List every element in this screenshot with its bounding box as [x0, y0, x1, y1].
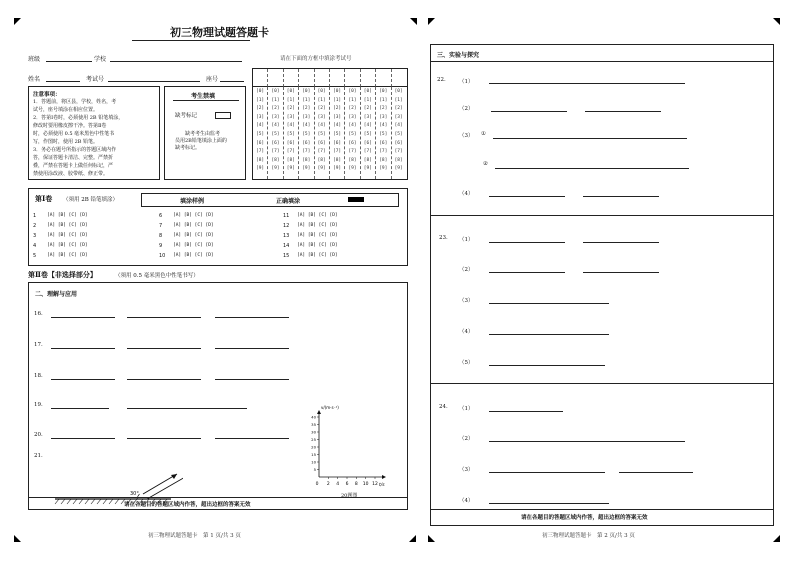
q17-blank-1[interactable]	[51, 348, 115, 349]
corner-mark-tr-right	[428, 18, 435, 25]
q16-number: 16.	[34, 311, 43, 317]
q16-blank-3[interactable]	[215, 317, 289, 318]
id-digit-bubble[interactable]: [8]	[333, 157, 342, 163]
id-digit-bubble[interactable]: [4]	[348, 123, 357, 129]
id-digit-bubble[interactable]: [6]	[317, 140, 326, 146]
forbidden-note-2: 员用2B铅笔填涂上面的	[175, 138, 227, 144]
q19-blank-2[interactable]	[127, 408, 247, 409]
id-digit-bubble[interactable]: [6]	[363, 140, 372, 146]
corner-mark-tl	[14, 18, 21, 25]
id-digit-bubble[interactable]: [1]	[379, 97, 388, 103]
id-digit-bubble[interactable]: [4]	[286, 123, 295, 129]
id-digit-bubble[interactable]: [8]	[363, 157, 372, 163]
id-digit-bubble[interactable]: [3]	[363, 114, 372, 120]
q18-number: 18.	[34, 373, 43, 379]
mcq-options[interactable]: [A] [B] [C] [D]	[47, 213, 88, 218]
q23-sub1: （1）	[459, 237, 474, 243]
x-tick-label: 10	[362, 482, 369, 487]
mcq-number: 14	[283, 243, 290, 249]
id-digit-write-cell[interactable]	[330, 69, 345, 87]
x-axis-arrow-icon	[382, 475, 386, 479]
id-digit-bubble[interactable]: [6]	[286, 140, 295, 146]
correct-label: 正确填涂	[276, 198, 301, 205]
id-digit-bubble[interactable]: [9]	[348, 166, 357, 172]
id-digit-bubble[interactable]: [9]	[286, 166, 295, 172]
id-digit-bubble[interactable]: [0]	[256, 89, 265, 94]
q19-number: 19.	[34, 402, 43, 408]
id-digit-bubble[interactable]: [8]	[271, 157, 280, 163]
mcq-number: 2	[33, 223, 37, 229]
graph-ylabel: v/(m·s⁻¹)	[321, 405, 339, 410]
q24-number: 24.	[439, 404, 448, 410]
id-digit-write-cell[interactable]	[361, 69, 376, 87]
q23-sub4: （4）	[459, 329, 474, 335]
mcq-options[interactable]: [A] [B] [C] [D]	[297, 213, 338, 218]
id-digit-bubble[interactable]: [6]	[348, 140, 357, 146]
q22-sub4-blank-2[interactable]	[583, 196, 659, 197]
id-digit-bubble[interactable]: [1]	[348, 97, 357, 103]
id-digit-bubble[interactable]: [2]	[317, 106, 326, 112]
q24-sub4: （4）	[459, 498, 474, 504]
id-digit-bubble[interactable]: [7]	[271, 149, 280, 155]
corner-mark-bm2	[428, 535, 435, 542]
right-footer-note: 请在各题目的答题区域内作答，超出边框的答案无效	[521, 515, 648, 521]
id-digit-write-cell[interactable]	[315, 69, 330, 87]
mcq-options[interactable]: [A] [B] [C] [D]	[297, 233, 338, 238]
mcq-number: 8	[159, 233, 163, 239]
y-tick-label: 25	[311, 437, 316, 442]
mcq-options[interactable]: [A] [B] [C] [D]	[297, 223, 338, 228]
mcq-options[interactable]: [A] [B] [C] [D]	[47, 223, 88, 228]
id-digit-bubble[interactable]: [4]	[394, 123, 403, 129]
mcq-options[interactable]: [A] [B] [C] [D]	[173, 243, 214, 248]
forbidden-note-3: 缺考标记。	[175, 145, 201, 151]
q19-blank-1[interactable]	[51, 408, 109, 409]
id-digit-bubble[interactable]: [6]	[302, 140, 311, 146]
id-digit-bubble[interactable]: [9]	[302, 166, 311, 172]
example-label: 填涂样例	[180, 198, 205, 205]
mcq-options[interactable]: [A] [B] [C] [D]	[173, 223, 214, 228]
y-tick-label: 30	[311, 429, 316, 435]
id-digit-bubble[interactable]: [5]	[256, 132, 265, 137]
q17-blank-2[interactable]	[127, 348, 201, 349]
mcq-number: 12	[283, 223, 290, 229]
id-digit-bubble[interactable]: [1]	[302, 97, 311, 103]
notice-title: 注意事项：	[33, 92, 61, 98]
q17-blank-3[interactable]	[215, 348, 289, 349]
id-digit-write-cell[interactable]	[392, 69, 407, 87]
school-field[interactable]	[110, 61, 242, 62]
id-digit-bubble[interactable]: [0]	[348, 89, 357, 94]
x-tick-label: 0	[315, 482, 319, 487]
q22-sub3-circle2: ②	[483, 161, 488, 167]
id-digit-bubble[interactable]: [4]	[317, 123, 326, 129]
notice-line: 叠，严禁在答题卡上做任何标记，严	[33, 163, 114, 169]
mcq-number: 3	[33, 233, 37, 239]
id-digit-bubble[interactable]: [8]	[317, 157, 326, 163]
q22-sub2-blank-2[interactable]	[585, 111, 661, 112]
y-tick-label: 5	[313, 467, 316, 472]
q23-sub2-blank-2[interactable]	[583, 272, 659, 273]
part1-note: （须用 2B 铅笔填涂）	[63, 197, 119, 203]
y-tick-label: 10	[311, 459, 316, 465]
fill-instruction: 请在下面的方框中填涂考试号	[280, 56, 352, 62]
id-digit-bubble[interactable]: [9]	[379, 166, 388, 172]
id-digit-bubble[interactable]: [9]	[256, 166, 265, 172]
q23-sub4-blank[interactable]	[489, 334, 609, 335]
id-digit-bubble[interactable]: [9]	[317, 166, 326, 172]
graph-xlabel: t/s	[379, 483, 385, 488]
mcq-options[interactable]: [A] [B] [C] [D]	[173, 233, 214, 238]
id-digit-bubble[interactable]: [3]	[256, 114, 265, 120]
id-digit-bubble[interactable]: [2]	[256, 106, 265, 112]
id-digit-bubble[interactable]: [9]	[271, 166, 280, 172]
y-tick-label: 20	[311, 444, 316, 450]
forbidden-note-1: 缺考考生由监考	[185, 131, 221, 137]
q20-blank-1[interactable]	[51, 438, 115, 439]
id-digit-bubble[interactable]: [3]	[317, 114, 326, 120]
q24-sub2: （2）	[459, 436, 474, 442]
corner-mark-br	[773, 535, 780, 542]
id-digit-bubble[interactable]: [8]	[256, 157, 265, 163]
forbidden-title-rule	[173, 100, 239, 101]
q22-sub3-blank-1[interactable]	[493, 138, 687, 139]
id-digit-bubble[interactable]: [7]	[333, 149, 342, 155]
x-tick-label: 2	[326, 482, 330, 487]
id-digit-bubble[interactable]: [3]	[379, 114, 388, 120]
id-digit-bubble[interactable]: [8]	[394, 157, 403, 163]
id-digit-bubble[interactable]: [1]	[394, 97, 403, 103]
id-digit-bubble[interactable]: [0]	[394, 89, 403, 94]
class-label: 班级	[28, 56, 41, 63]
notice-line: 禁使用涂改液、胶带纸、修正带。	[33, 171, 109, 177]
id-digit-bubble[interactable]: [5]	[271, 132, 280, 137]
id-digit-bubble[interactable]: [5]	[333, 132, 342, 137]
page2-footer: 初三物理试题答题卡 第 2 页/共 3 页	[542, 533, 635, 539]
mcq-options[interactable]: [A] [B] [C] [D]	[173, 213, 214, 218]
mcq-number: 10	[159, 253, 166, 259]
seat-field[interactable]	[220, 81, 244, 82]
y-axis-arrow-icon	[317, 410, 321, 414]
id-digit-bubble[interactable]: [7]	[394, 149, 403, 155]
corner-mark-tr	[773, 18, 780, 25]
name-label: 姓名	[28, 76, 41, 83]
section2-footer-rule	[29, 497, 407, 498]
id-digit-bubble[interactable]: [2]	[302, 106, 311, 112]
id-digit-bubble[interactable]: [0]	[302, 89, 311, 94]
corner-mark-bl	[14, 535, 21, 542]
part1-box	[28, 188, 408, 266]
notice-line: 时，必须使用 0.5 毫米黑色中性笔书	[33, 131, 115, 137]
q22-sub3-blank-2[interactable]	[495, 168, 689, 169]
mcq-number: 6	[159, 213, 163, 219]
mcq-options[interactable]: [A] [B] [C] [D]	[47, 253, 88, 258]
id-digit-bubble[interactable]: [7]	[379, 149, 388, 155]
mcq-number: 13	[283, 233, 290, 239]
y-tick-label: 35	[311, 422, 316, 427]
q24-sub4-blank[interactable]	[489, 503, 609, 504]
q17-number: 17.	[34, 342, 43, 348]
exam-number-grid	[252, 68, 408, 180]
q24-sub3-blank-1[interactable]	[489, 472, 605, 473]
id-digit-bubble[interactable]: [0]	[317, 89, 326, 94]
id-digit-bubble[interactable]: [5]	[363, 132, 372, 137]
mcq-options[interactable]: [A] [B] [C] [D]	[173, 253, 214, 258]
part2-title: 第Ⅱ卷【非选择部分】	[28, 270, 97, 279]
corner-mark-bm1	[409, 535, 416, 542]
angle-label: 30°	[130, 491, 139, 497]
section2-title: 二、理解与应用	[35, 291, 78, 298]
id-digit-bubble[interactable]: [7]	[256, 149, 265, 155]
q21-number: 21.	[34, 453, 43, 459]
id-digit-bubble[interactable]: [3]	[348, 114, 357, 120]
notice-line: 试号，座号填涂在相应位置。	[33, 107, 99, 113]
id-digit-bubble[interactable]: [3]	[333, 114, 342, 120]
q24-sub1-blank[interactable]	[489, 411, 563, 412]
q20-blank-3[interactable]	[215, 438, 289, 439]
id-digit-write-cell[interactable]	[299, 69, 314, 87]
id-digit-bubble[interactable]: [6]	[271, 140, 280, 146]
mcq-options[interactable]: [A] [B] [C] [D]	[297, 253, 338, 258]
id-digit-bubble[interactable]: [2]	[333, 106, 342, 112]
notice-lines	[33, 98, 123, 178]
id-digit-bubble[interactable]: [7]	[363, 149, 372, 155]
id-digit-bubble[interactable]: [9]	[333, 166, 342, 172]
absent-mark-box[interactable]	[215, 112, 231, 119]
mcq-number: 11	[283, 213, 290, 219]
id-digit-bubble[interactable]: [1]	[286, 97, 295, 103]
id-digit-bubble[interactable]: [7]	[317, 149, 326, 155]
q16-blank-2[interactable]	[127, 317, 201, 318]
id-digit-bubble[interactable]: [0]	[286, 89, 295, 94]
q22-sub1-blank[interactable]	[489, 83, 685, 84]
q22-number: 22.	[437, 77, 446, 83]
id-digit-bubble[interactable]: [9]	[363, 166, 372, 172]
id-digit-bubble[interactable]: [1]	[271, 97, 280, 103]
id-digit-bubble[interactable]: [5]	[286, 132, 295, 137]
q16-blank-1[interactable]	[51, 317, 115, 318]
id-digit-bubble[interactable]: [8]	[302, 157, 311, 163]
absent-label: 缺考标记	[175, 113, 198, 119]
x-tick-label: 6	[345, 482, 349, 487]
id-digit-bubble[interactable]: [5]	[394, 132, 403, 137]
vt-graph	[301, 401, 401, 491]
mcq-number: 9	[159, 243, 163, 249]
y-tick-label: 15	[311, 452, 316, 457]
exam-no-label: 考试号	[86, 76, 105, 83]
id-digit-bubble[interactable]: [8]	[348, 157, 357, 163]
mcq-options[interactable]: [A] [B] [C] [D]	[47, 233, 88, 238]
id-digit-bubble[interactable]: [5]	[379, 132, 388, 137]
forbidden-box	[164, 86, 246, 180]
id-digit-bubble[interactable]: [4]	[271, 123, 280, 129]
mcq-number: 5	[33, 253, 37, 259]
q22-sub4: （4）	[459, 191, 474, 197]
mcq-options[interactable]: [A] [B] [C] [D]	[47, 243, 88, 248]
id-digit-bubble[interactable]: [0]	[271, 89, 280, 94]
id-digit-bubble[interactable]: [4]	[379, 123, 388, 129]
seat-label: 座号	[206, 76, 219, 83]
notice-line: 1．答题前，将区县，学校，姓名，考	[33, 99, 117, 105]
q22-sub2-blank-1[interactable]	[491, 111, 567, 112]
id-digit-bubble[interactable]: [1]	[317, 97, 326, 103]
id-digit-bubble[interactable]: [2]	[363, 106, 372, 112]
id-digit-bubble[interactable]: [3]	[394, 114, 403, 120]
id-digit-bubble[interactable]: [7]	[286, 149, 295, 155]
corner-mark-tr-left	[410, 18, 417, 25]
motion-arrow	[143, 474, 177, 494]
id-digit-bubble[interactable]: [8]	[379, 157, 388, 163]
notice-line: 2．答第Ⅰ卷时，必须使用 2B 铅笔填涂，	[33, 115, 124, 121]
school-label: 学校	[94, 56, 107, 63]
id-digit-bubble[interactable]: [7]	[302, 149, 311, 155]
id-digit-write-cell[interactable]	[345, 69, 360, 87]
notice-line: 答，保证答题卡清洁、完整。严禁折	[33, 155, 114, 161]
q22-sub1: （1）	[459, 79, 474, 85]
page-title: 初三物理试题答题卡	[170, 26, 269, 39]
id-digit-bubble[interactable]: [6]	[379, 140, 388, 146]
q23-sub2: （2）	[459, 267, 474, 273]
mcq-options[interactable]: [A] [B] [C] [D]	[297, 243, 338, 248]
id-digit-bubble[interactable]: [1]	[363, 97, 372, 103]
id-digit-write-cell[interactable]	[284, 69, 299, 87]
q18-blank-3[interactable]	[215, 379, 289, 380]
id-digit-bubble[interactable]: [0]	[379, 89, 388, 94]
id-digit-bubble[interactable]: [4]	[302, 123, 311, 129]
notice-line: 写，作图时，使用 2B 铅笔。	[33, 139, 99, 145]
part2-note: （须用 0.5 毫米黑色中性笔书写）	[115, 273, 199, 279]
id-digit-bubble[interactable]: [4]	[333, 123, 342, 129]
id-digit-bubble[interactable]: [6]	[394, 140, 403, 146]
q23-sub2-blank-1[interactable]	[489, 272, 565, 273]
example-box	[141, 193, 399, 207]
q22-sub3: （3）	[459, 133, 474, 139]
section3-title-rule	[431, 61, 773, 62]
id-digit-bubble[interactable]: [0]	[333, 89, 342, 94]
q23-sub1-blank-1[interactable]	[489, 242, 565, 243]
q22-bottom-rule	[431, 215, 773, 216]
id-digit-write-cell[interactable]	[376, 69, 391, 87]
forbidden-title: 考生禁填	[191, 93, 216, 100]
id-digit-bubble[interactable]: [5]	[317, 132, 326, 137]
id-digit-bubble[interactable]: [3]	[286, 114, 295, 120]
q24-sub1: （1）	[459, 406, 474, 412]
x-tick-label: 4	[336, 482, 340, 487]
id-digit-bubble[interactable]: [1]	[333, 97, 342, 103]
exam-no-field[interactable]	[108, 81, 200, 82]
graph-caption: 20题图	[341, 493, 358, 499]
q23-sub1-blank-2[interactable]	[583, 242, 659, 243]
notice-box	[28, 86, 160, 180]
id-digit-bubble[interactable]: [1]	[256, 97, 265, 103]
section2-box	[28, 282, 408, 510]
class-field[interactable]	[46, 61, 92, 62]
name-field[interactable]	[46, 81, 80, 82]
mcq-number: 7	[159, 223, 163, 229]
id-digit-write-cell[interactable]	[268, 69, 283, 87]
id-digit-bubble[interactable]: [4]	[256, 123, 265, 129]
q23-sub5: （5）	[459, 360, 474, 366]
id-digit-write-cell[interactable]	[253, 69, 268, 87]
right-footer-box	[430, 510, 774, 526]
q24-sub2-blank[interactable]	[489, 441, 685, 442]
q18-blank-2[interactable]	[127, 379, 201, 380]
q22-sub4-blank-1[interactable]	[489, 196, 565, 197]
id-digit-bubble[interactable]: [2]	[379, 106, 388, 112]
x-tick-label: 8	[354, 482, 358, 487]
id-digit-bubble[interactable]: [5]	[348, 132, 357, 137]
q22-sub2: （2）	[459, 106, 474, 112]
id-digit-bubble[interactable]: [2]	[348, 106, 357, 112]
q20-blank-2[interactable]	[127, 438, 201, 439]
mcq-number: 15	[283, 253, 290, 259]
id-digit-bubble[interactable]: [4]	[363, 123, 372, 129]
q22-sub3-circle1: ①	[481, 131, 486, 137]
q24-sub3: （3）	[459, 467, 474, 473]
q24-sub3-blank-2[interactable]	[619, 472, 693, 473]
notice-line: 3．务必在题号所指示的答题区域内作	[33, 147, 117, 153]
page1-footer: 初三物理试题答题卡 第 1 页/共 3 页	[148, 533, 241, 539]
q18-blank-1[interactable]	[51, 379, 115, 380]
q23-sub3-blank[interactable]	[489, 303, 609, 304]
incline-line	[147, 465, 183, 499]
id-digit-bubble[interactable]: [2]	[271, 106, 280, 112]
title-rule	[132, 40, 250, 41]
q23-sub3: （3）	[459, 298, 474, 304]
id-digit-bubble[interactable]: [2]	[394, 106, 403, 112]
section3-title: 三、实验与探究	[437, 52, 480, 59]
id-digit-bubble[interactable]: [7]	[348, 149, 357, 155]
id-digit-bubble[interactable]: [6]	[333, 140, 342, 146]
part1-title: 第Ⅰ卷	[35, 194, 53, 203]
q23-sub5-blank[interactable]	[489, 365, 605, 366]
id-digit-bubble[interactable]: [0]	[363, 89, 372, 94]
id-digit-bubble[interactable]: [8]	[286, 157, 295, 163]
id-digit-bubble[interactable]: [5]	[302, 132, 311, 137]
id-digit-bubble[interactable]: [3]	[271, 114, 280, 120]
right-page-box	[430, 44, 774, 510]
x-tick-label: 12	[372, 482, 378, 487]
id-digit-bubble[interactable]: [2]	[286, 106, 295, 112]
q23-number: 23.	[439, 235, 448, 241]
mcq-number: 1	[33, 213, 37, 219]
id-digit-bubble[interactable]: [6]	[256, 140, 265, 146]
section2-footer-note: 请在各题目的答题区域内作答，超出边框的答案无效	[124, 502, 251, 508]
id-digit-bubble[interactable]: [3]	[302, 114, 311, 120]
filled-example-mark	[348, 197, 364, 202]
q23-bottom-rule	[431, 383, 773, 384]
q20-number: 20.	[34, 432, 43, 438]
y-tick-label: 40	[311, 414, 316, 420]
notice-line: 修改时要用橡皮擦干净。答第Ⅱ卷	[33, 123, 107, 129]
id-digit-bubble[interactable]: [9]	[394, 166, 403, 172]
mcq-number: 4	[33, 243, 37, 249]
